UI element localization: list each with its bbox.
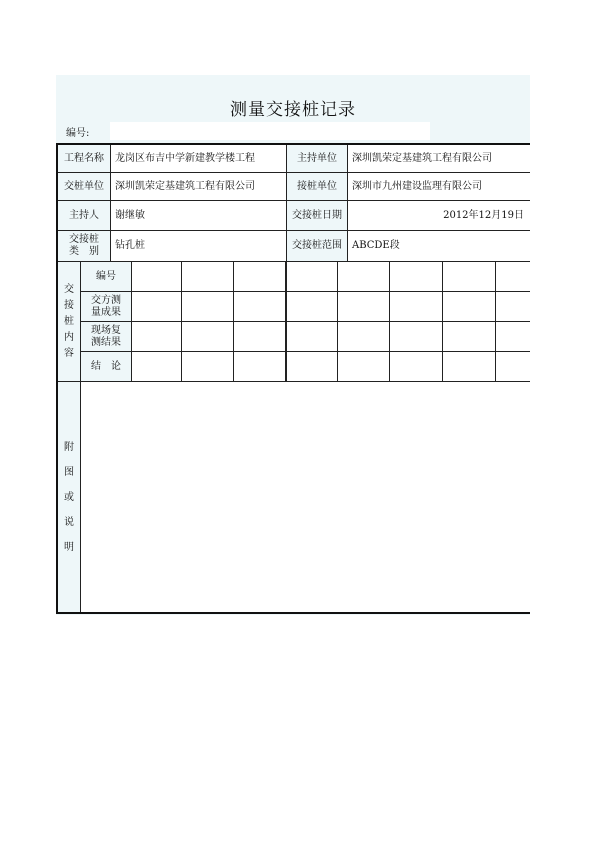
page-title: 测量交接桩记录	[230, 100, 356, 120]
grid-cell-survey-2[interactable]	[182, 292, 234, 322]
handover-range-value[interactable]: ABCDE段	[348, 231, 530, 262]
content-section-label: 交 接 桩 内 容	[58, 262, 81, 382]
grid-cell-recheck-1[interactable]	[132, 322, 182, 352]
attachment-area[interactable]	[81, 382, 530, 612]
handover-date-value[interactable]: 2012年12月19日	[348, 201, 530, 231]
grid-cell-survey-4[interactable]	[287, 292, 338, 322]
host-person-label: 主持人	[58, 201, 111, 231]
number-field[interactable]	[110, 122, 430, 140]
grid-cell-number-2[interactable]	[182, 262, 234, 292]
host-unit-label: 主持单位	[287, 145, 348, 173]
grid-cell-survey-6[interactable]	[390, 292, 443, 322]
handover-date-label: 交接桩日期	[287, 201, 348, 231]
grid-cell-conclusion-4[interactable]	[287, 352, 338, 382]
host-person-value[interactable]: 谢继敏	[111, 201, 287, 231]
number-label: 编号:	[66, 128, 90, 139]
grid-cell-number-8[interactable]	[496, 262, 530, 292]
grid-cell-conclusion-5[interactable]	[338, 352, 390, 382]
grid-cell-recheck-4[interactable]	[287, 322, 338, 352]
grid-cell-conclusion-6[interactable]	[390, 352, 443, 382]
grid-cell-conclusion-2[interactable]	[182, 352, 234, 382]
pile-type-value[interactable]: 钻孔桩	[111, 231, 287, 262]
grid-cell-conclusion-8[interactable]	[496, 352, 530, 382]
grid-cell-survey-1[interactable]	[132, 292, 182, 322]
row-survey-label: 交方测 量成果	[81, 292, 132, 322]
grid-cell-survey-5[interactable]	[338, 292, 390, 322]
host-unit-value[interactable]: 深圳凯荣定基建筑工程有限公司	[348, 145, 530, 173]
pile-type-label: 交接桩 类 别	[58, 231, 111, 262]
receiver-unit-label: 接桩单位	[287, 173, 348, 201]
row-conclusion-label: 结 论	[81, 352, 132, 382]
grid-cell-recheck-3[interactable]	[234, 322, 287, 352]
row-recheck-label: 现场复 测结果	[81, 322, 132, 352]
grid-cell-conclusion-1[interactable]	[132, 352, 182, 382]
grid-cell-number-1[interactable]	[132, 262, 182, 292]
handover-unit-value[interactable]: 深圳凯荣定基建筑工程有限公司	[111, 173, 287, 201]
grid-cell-number-6[interactable]	[390, 262, 443, 292]
grid-cell-conclusion-7[interactable]	[443, 352, 496, 382]
grid-cell-survey-7[interactable]	[443, 292, 496, 322]
handover-range-label: 交接桩范围	[287, 231, 348, 262]
grid-cell-recheck-8[interactable]	[496, 322, 530, 352]
grid-cell-number-7[interactable]	[443, 262, 496, 292]
receiver-unit-value[interactable]: 深圳市九州建设监理有限公司	[348, 173, 530, 201]
grid-cell-survey-8[interactable]	[496, 292, 530, 322]
project-name-label: 工程名称	[58, 145, 111, 173]
grid-cell-number-5[interactable]	[338, 262, 390, 292]
grid-cell-number-3[interactable]	[234, 262, 287, 292]
grid-cell-recheck-5[interactable]	[338, 322, 390, 352]
grid-cell-recheck-2[interactable]	[182, 322, 234, 352]
grid-cell-recheck-6[interactable]	[390, 322, 443, 352]
grid-cell-number-4[interactable]	[287, 262, 338, 292]
grid-cell-survey-3[interactable]	[234, 292, 287, 322]
project-name-value[interactable]: 龙岗区布吉中学新建教学楼工程	[111, 145, 287, 173]
row-number-label: 编号	[81, 262, 132, 292]
table-border-bottom	[56, 612, 530, 614]
handover-unit-label: 交桩单位	[58, 173, 111, 201]
grid-cell-conclusion-3[interactable]	[234, 352, 287, 382]
attachment-label: 附 图 或 说 明	[58, 382, 81, 612]
grid-cell-recheck-7[interactable]	[443, 322, 496, 352]
